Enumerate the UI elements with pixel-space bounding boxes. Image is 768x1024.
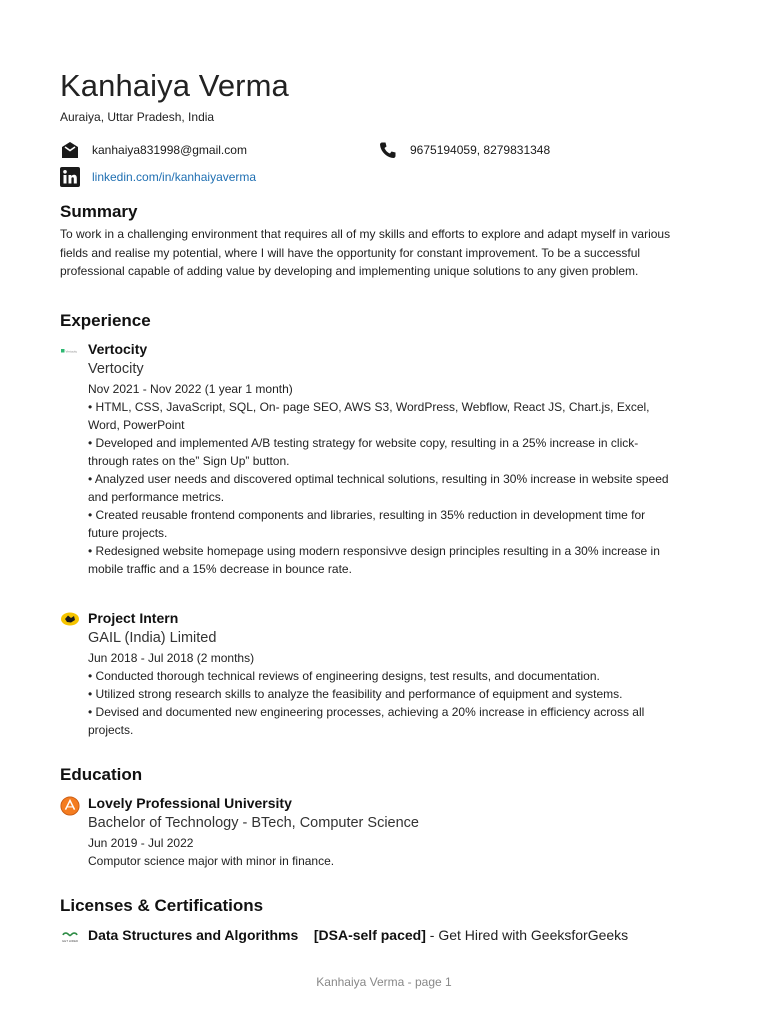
experience-bullet: • Devised and documented new engineering processes, achieving a 20% increase in efficiency across all projects. <box>88 705 645 737</box>
experience-company: GAIL (India) Limited <box>88 630 217 646</box>
education-heading: Education <box>60 765 143 784</box>
envelope-icon <box>60 140 80 160</box>
education-dates: Jun 2019 - Jul 2022 <box>88 836 194 850</box>
gfg-logo-text: GET HIRED <box>61 939 79 943</box>
experience-heading: Experience <box>60 311 151 330</box>
experience-role: Vertocity <box>88 341 148 357</box>
education-degree: Bachelor of Technology - BTech, Computer Science <box>88 815 419 831</box>
experience-dates: Nov 2021 - Nov 2022 (1 year 1 month) <box>88 382 293 396</box>
linkedin-icon <box>60 167 80 187</box>
summary-heading: Summary <box>60 202 138 221</box>
geeksforgeeks-logo-icon <box>60 927 80 947</box>
experience-role: Project Intern <box>88 610 179 626</box>
experience-bullet: • Redesigned website homepage using modern responsivve design principles resulting in a 30% increase in mobile traffic and a 15% decrease in bounce rate. <box>88 544 660 576</box>
certification-title <box>88 925 648 946</box>
email-address[interactable]: kanhaiya831998@gmail.com <box>92 143 247 157</box>
experience-bullet: • HTML, CSS, JavaScript, SQL, On- page SEO, AWS S3, WordPress, Webflow, React JS, Chart.js, Excel, Word, PowerPoint <box>88 400 650 432</box>
lpu-logo-icon <box>60 796 80 816</box>
linkedin-row <box>60 167 256 187</box>
gail-logo-icon <box>60 609 80 629</box>
vertocity-logo-icon <box>60 340 80 360</box>
experience-bullet: • Analyzed user needs and discovered optimal technical solutions, resulting in 30% increase in website speed and performance metrics. <box>88 472 669 504</box>
vertocity-logo-text: Vertocity <box>65 349 78 354</box>
experience-bullet: • Developed and implemented A/B testing strategy for website copy, resulting in a 25% increase in click-through rates on the” Sign Up” button. <box>88 436 639 468</box>
page-footer: Kanhaiya Verma - page 1 <box>316 975 452 989</box>
phone-row <box>378 140 550 160</box>
experience-bullet: • Utilized strong research skills to analyze the feasibility and performance of equipment and systems. <box>88 687 623 701</box>
linkedin-link[interactable]: linkedin.com/in/kanhaiyaverma <box>92 170 257 184</box>
education-note: Computor science major with minor in finance. <box>88 854 335 868</box>
candidate-name: Kanhaiya Verma <box>60 68 289 103</box>
experience-company: Vertocity <box>88 361 144 377</box>
experience-bullet: • Conducted thorough technical reviews of engineering designs, test results, and documentation. <box>88 669 600 683</box>
certification-name: Data Structures and Algorithms [DSA-self paced] <box>88 927 426 943</box>
email-row <box>60 140 247 160</box>
experience-bullet: • Created reusable frontend components and libraries, resulting in 35% reduction in development time for future projects. <box>88 508 646 540</box>
phone-numbers: 9675194059, 8279831348 <box>410 143 551 157</box>
certifications-heading: Licenses & Certifications <box>60 896 264 915</box>
phone-icon <box>378 140 398 160</box>
education-school: Lovely Professional University <box>88 795 292 811</box>
certification-separator: - <box>425 927 439 943</box>
experience-dates: Jun 2018 - Jul 2018 (2 months) <box>88 651 255 665</box>
summary-text: To work in a challenging environment that requires all of my skills and efforts to explore and adapt myself in various fields and realise my potential, where I will have the opportunity for constant improvement. To be a successful professional capable of adding value by developing and implementing unique solutions to any given problem. <box>60 227 671 278</box>
candidate-location: Auraiya, Uttar Pradesh, India <box>60 110 215 124</box>
certification-issuer: Get Hired with GeeksforGeeks <box>438 927 629 943</box>
